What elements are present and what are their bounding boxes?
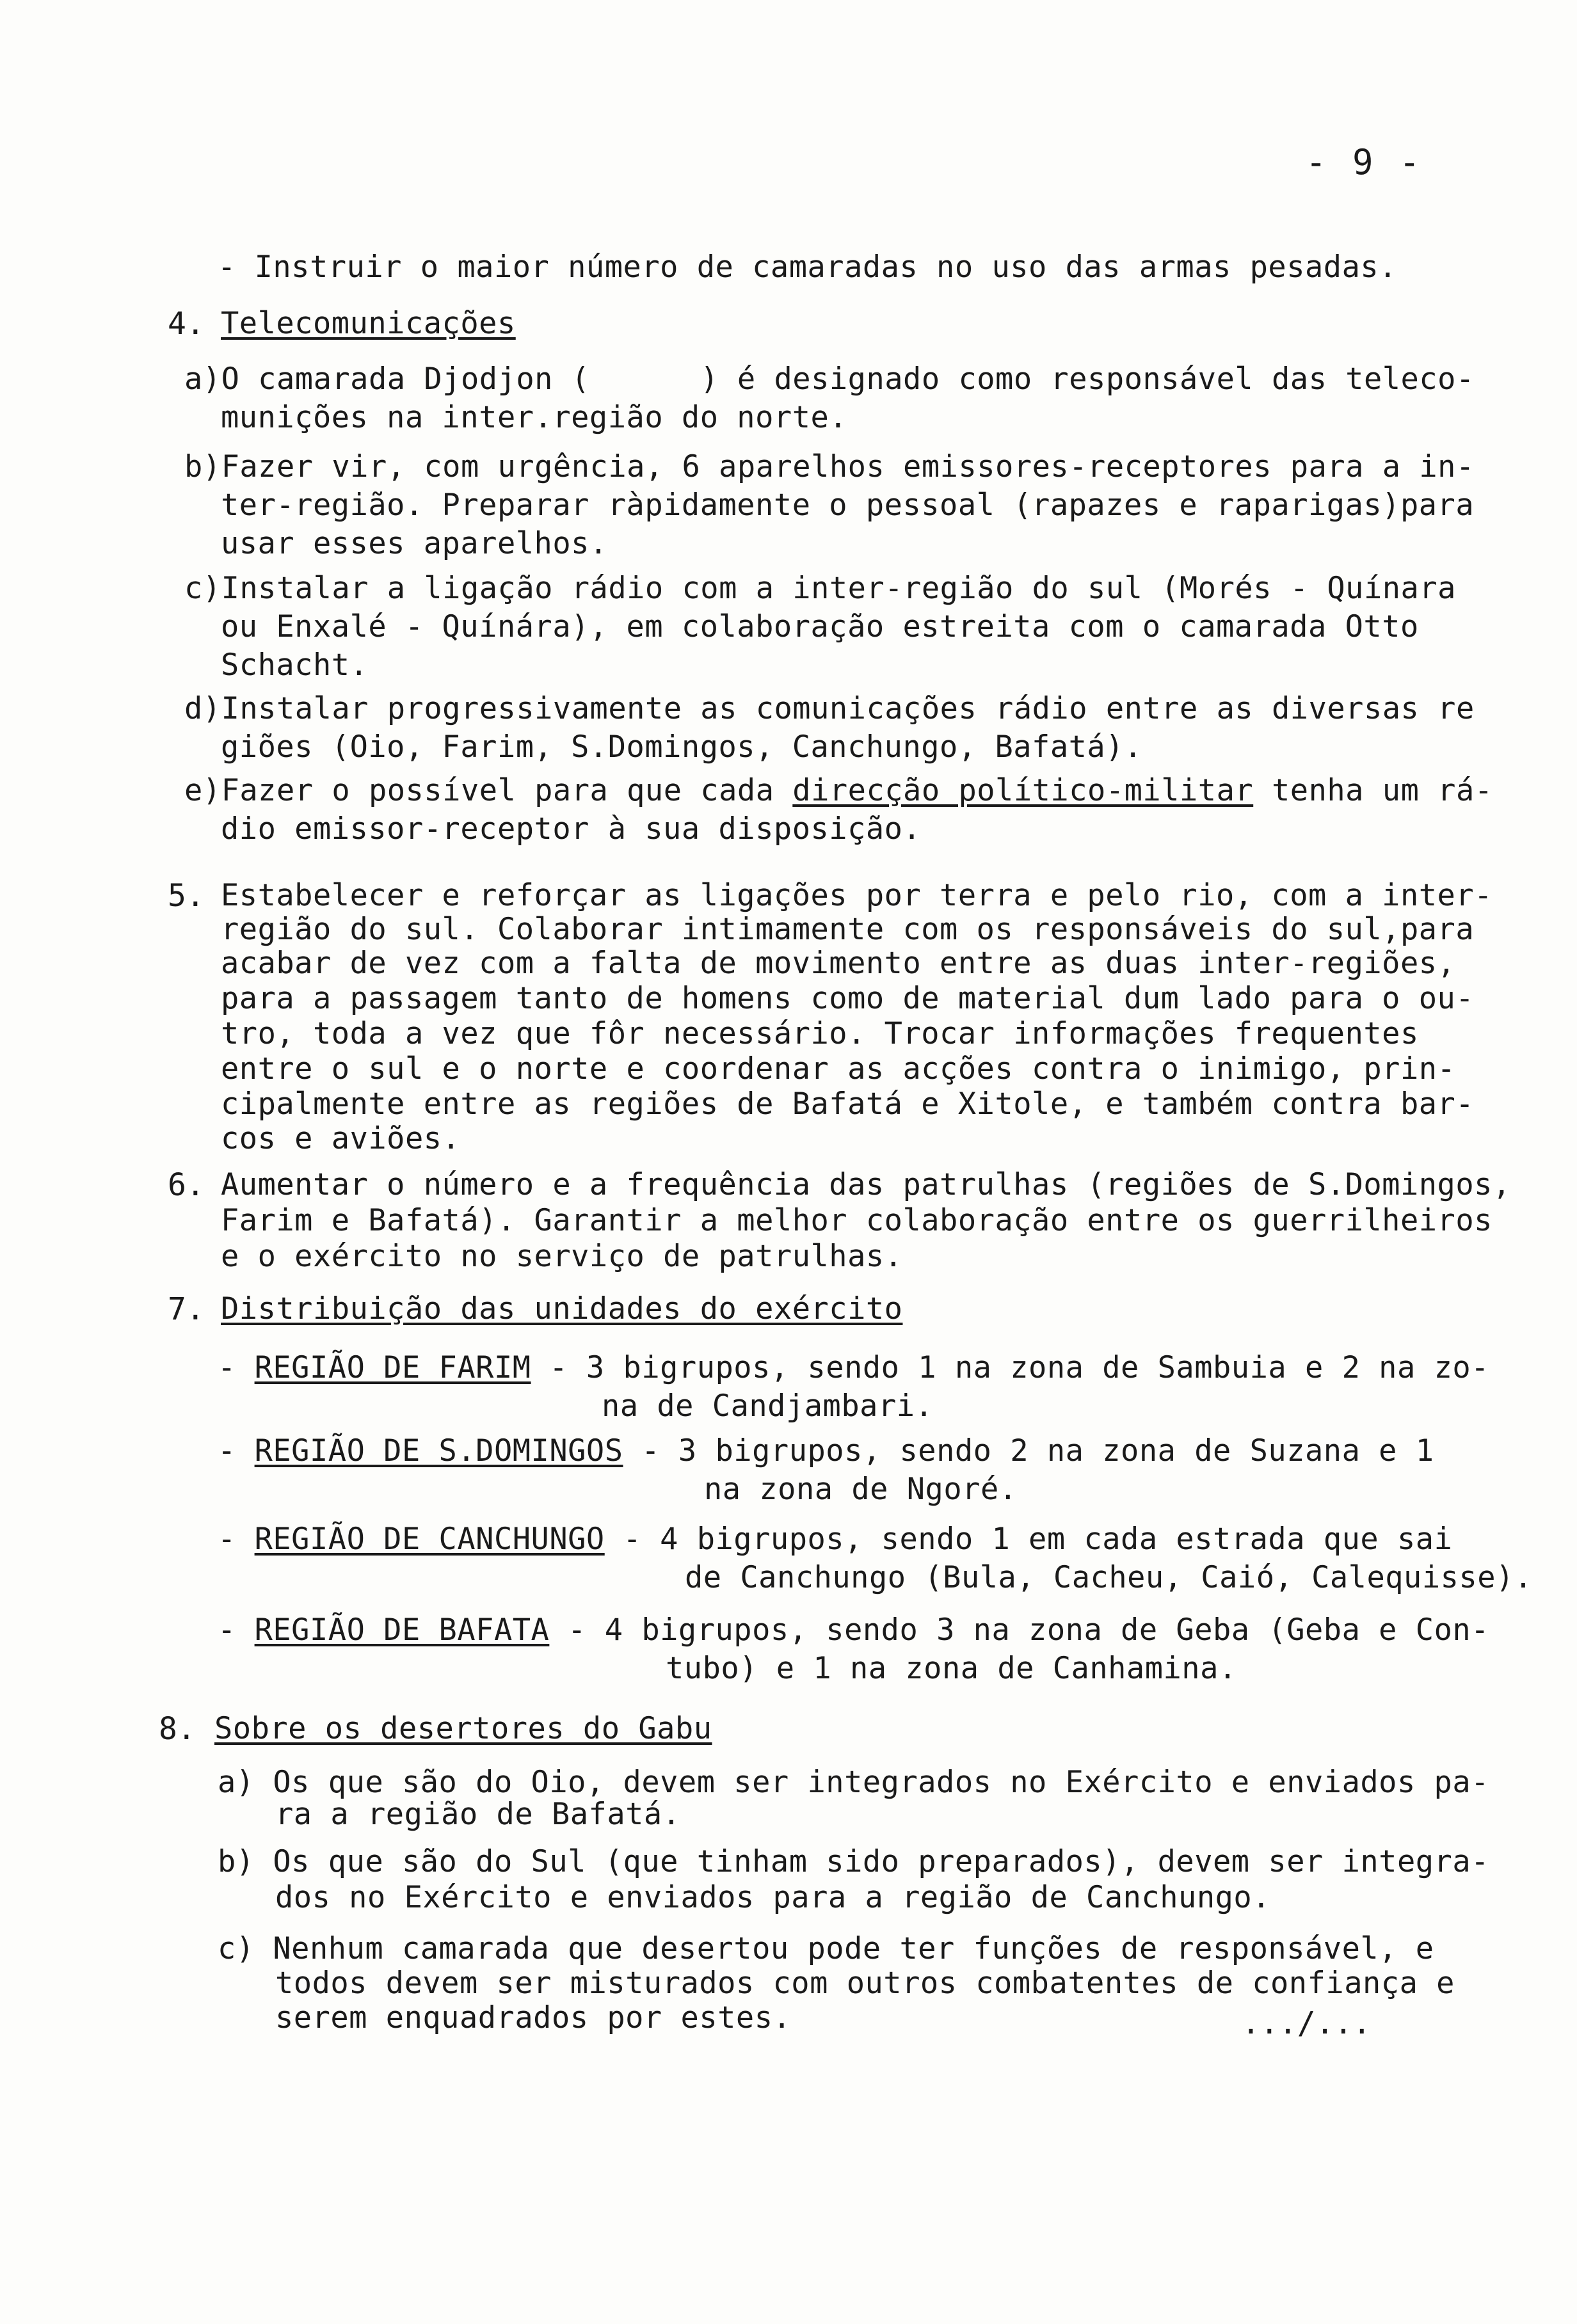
- s8-b-line-2: dos no Exército e enviados para a região de Canchungo.: [275, 1880, 1271, 1915]
- section-8-title: Sobre os desertores do Gabu: [214, 1711, 712, 1746]
- continuation-mark: .../...: [1242, 2005, 1372, 2041]
- s5-line-8: cos e aviões.: [221, 1121, 461, 1156]
- section-5-number: 5.: [168, 878, 205, 914]
- s4-b-line-1: b)Fazer vir, com urgência, 6 aparelhos emissores-receptores para a in-: [184, 449, 1475, 484]
- s4-d-line-1: d)Instalar progressivamente as comunicações rádio entre as diversas re: [184, 691, 1475, 726]
- s6-line-2: Farim e Bafatá). Garantir a melhor colaboração entre os guerrilheiros: [221, 1203, 1493, 1238]
- s4-e-line-2: dio emissor-receptor à sua disposição.: [221, 811, 922, 847]
- s6-line-3: e o exército no serviço de patrulhas.: [221, 1239, 903, 1274]
- section-8-number: 8.: [159, 1711, 196, 1747]
- s6-line-1: Aumentar o número e a frequência das patrulhas (regiões de S.Domingos,: [221, 1167, 1511, 1202]
- section-6-number: 6.: [168, 1167, 205, 1203]
- s5-line-6: entre o sul e o norte e coordenar as acções contra o inimigo, prin-: [221, 1051, 1456, 1086]
- s7-farim-label: REGIÃO DE FARIM: [254, 1350, 531, 1385]
- s7-item-bafata: - REGIÃO DE BAFATA - 4 bigrupos, sendo 3 na zona de Geba (Geba e Con-: [218, 1612, 1489, 1648]
- s7-canchungo-label: REGIÃO DE CANCHUNGO: [254, 1522, 605, 1557]
- section-4-title: Telecomunicações: [221, 306, 516, 341]
- s5-line-7: cipalmente entre as regiões de Bafatá e Xitole, e também contra bar-: [221, 1086, 1475, 1122]
- s4-c-line-3: Schacht.: [221, 648, 369, 683]
- s5-line-4: para a passagem tanto de homens como de material dum lado para o ou-: [221, 981, 1475, 1016]
- s5-line-1: Estabelecer e reforçar as ligações por terra e pelo rio, com a inter-: [221, 878, 1493, 913]
- s7-sdomingos-cont: na zona de Ngoré.: [704, 1472, 1018, 1507]
- s5-line-5: tro, toda a vez que fôr necessário. Trocar informações frequentes: [221, 1016, 1419, 1051]
- s4-e-text-2: tenha um rá-: [1253, 773, 1493, 808]
- s7-farim-cont: na de Candjambari.: [602, 1389, 934, 1424]
- s4-a-line-1: a)O camarada Djodjon ( ) é designado como responsável das teleco-: [184, 362, 1475, 397]
- s7-item-canchungo: - REGIÃO DE CANCHUNGO - 4 bigrupos, sendo 1 em cada estrada que sai: [218, 1522, 1453, 1557]
- s5-line-2: região do sul. Colaborar intimamente com os responsáveis do sul,para: [221, 912, 1475, 947]
- s7-sdomingos-rest: - 3 bigrupos, sendo 2 na zona de Suzana e 1: [623, 1433, 1434, 1468]
- s8-c-line-2: todos devem ser misturados com outros combatentes de confiança e: [275, 1966, 1455, 2001]
- s8-c-line-1: c) Nenhum camarada que desertou pode ter funções de responsável, e: [218, 1931, 1434, 1966]
- s4-c-line-2: ou Enxalé - Quínára), em colaboração estreita com o camarada Otto: [221, 609, 1419, 644]
- page-number: - 9 -: [1306, 142, 1423, 182]
- s8-b-line-1: b) Os que são do Sul (que tinham sido preparados), devem ser integra-: [218, 1844, 1489, 1879]
- s4-e-line-1: [184, 772, 1493, 810]
- s7-bafata-label: REGIÃO DE BAFATA: [254, 1612, 550, 1648]
- intro-line: - Instruir o maior número de camaradas no uso das armas pesadas.: [218, 250, 1397, 285]
- section-7-title: Distribuição das unidades do exército: [221, 1291, 903, 1326]
- s8-a-line-1: a) Os que são do Oio, devem ser integrados no Exército e enviados pa-: [218, 1765, 1489, 1800]
- s7-item-farim: - REGIÃO DE FARIM - 3 bigrupos, sendo 1 na zona de Sambuia e 2 na zo-: [218, 1350, 1489, 1385]
- s7-sdomingos-label: REGIÃO DE S.DOMINGOS: [254, 1433, 623, 1468]
- s4-b-line-3: usar esses aparelhos.: [221, 526, 608, 561]
- s5-line-3: acabar de vez com a falta de movimento entre as duas inter-regiões,: [221, 946, 1456, 981]
- s4-c-line-1: c)Instalar a ligação rádio com a inter-região do sul (Morés - Quínara: [184, 571, 1456, 606]
- s4-e-underlined: direcção político-militar: [792, 773, 1254, 808]
- s4-a-line-2: munições na inter.região do norte.: [221, 400, 848, 435]
- section-7-number: 7.: [168, 1291, 205, 1327]
- s8-c-line-3: serem enquadrados por estes.: [275, 2000, 792, 2035]
- s4-e-text-1: e)Fazer o possível para que cada: [184, 773, 793, 808]
- s7-bafata-cont: tubo) e 1 na zona de Canhamina.: [666, 1651, 1237, 1686]
- section-4-number: 4.: [168, 306, 205, 342]
- s7-farim-rest: - 3 bigrupos, sendo 1 na zona de Sambuia e 2 na zo-: [531, 1350, 1489, 1385]
- s7-item-sdomingos: - REGIÃO DE S.DOMINGOS - 3 bigrupos, sendo 2 na zona de Suzana e 1: [218, 1433, 1434, 1468]
- s7-canchungo-rest: - 4 bigrupos, sendo 1 em cada estrada que sai: [604, 1522, 1453, 1557]
- s7-bafata-rest: - 4 bigrupos, sendo 3 na zona de Geba (Geba e Con-: [549, 1612, 1489, 1648]
- s7-canchungo-cont: de Canchungo (Bula, Cacheu, Caió, Calequisse).: [685, 1560, 1533, 1595]
- s4-d-line-2: giões (Oio, Farim, S.Domingos, Canchungo, Bafatá).: [221, 729, 1142, 765]
- s8-a-line-2: ra a região de Bafatá.: [275, 1797, 681, 1832]
- s4-b-line-2: ter-região. Preparar ràpidamente o pessoal (rapazes e raparigas)para: [221, 488, 1475, 523]
